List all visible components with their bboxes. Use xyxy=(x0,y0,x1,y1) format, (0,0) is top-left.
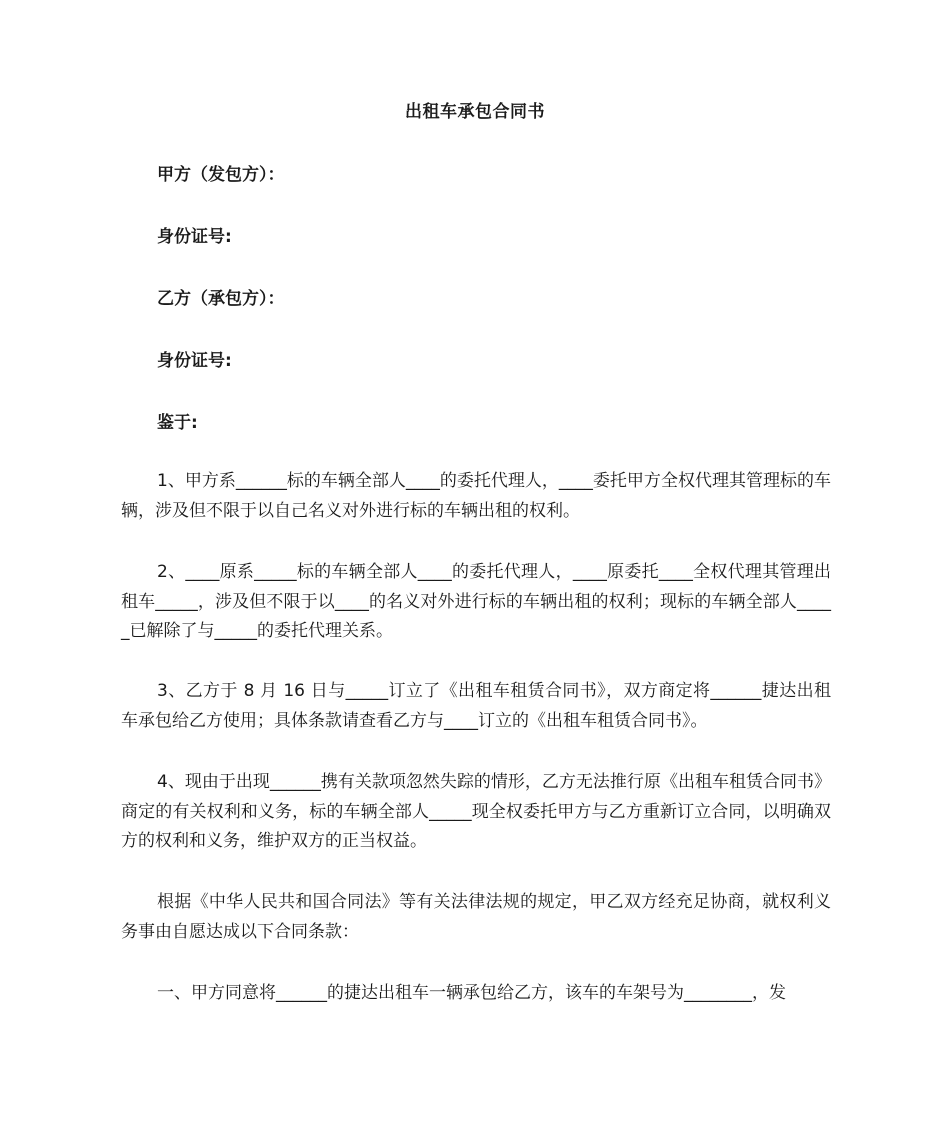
party-a-id-label: 身份证号: xyxy=(157,227,232,247)
party-a-label: 甲方（发包方）： xyxy=(157,165,285,185)
whereas-paragraph-4: 4、现由于出现______携有关款项忽然失踪的情形，乙方无法推行原《出租车租赁合同书》商定的有关权利和义务，标的车辆全部人_____现全权委托甲方与乙方重新订立合同，以明确双方的权利和义务，维护双方的正当权益。 xyxy=(121,772,831,851)
whereas-paragraph-2: 2、____原系_____标的车辆全部人____的委托代理人，____原委托____全权代理其管理出租车_____，涉及但不限于以____的名义对外进行标的车辆出租的权利；现标的车辆全部人_____已解除了与_____的委托代理关系。 xyxy=(121,562,831,641)
party-b-id-label: 身份证号: xyxy=(157,351,232,371)
document-title: 出租车承包合同书 xyxy=(405,102,545,122)
legal-basis-paragraph: 根据《中华人民共和国合同法》等有关法律法规的规定，甲乙双方经充足协商，就权利义务事由自愿达成以下合同条款： xyxy=(121,892,831,942)
clause-1-paragraph: 一、甲方同意将______的捷达出租车一辆承包给乙方，该车的车架号为________，发 xyxy=(157,983,786,1003)
whereas-label: 鉴于: xyxy=(157,413,198,433)
whereas-paragraph-3: 3、乙方于 8 月 16 日与_____订立了《出租车租赁合同书》，双方商定将______捷达出租车承包给乙方使用；具体条款请查看乙方与____订立的《出租车租赁合同书》。 xyxy=(121,681,831,731)
whereas-paragraph-1: 1、甲方系______标的车辆全部人____的委托代理人，____委托甲方全权代理其管理标的车辆，涉及但不限于以自己名义对外进行标的车辆出租的权利。 xyxy=(121,471,831,521)
party-b-label: 乙方（承包方）： xyxy=(157,289,285,309)
